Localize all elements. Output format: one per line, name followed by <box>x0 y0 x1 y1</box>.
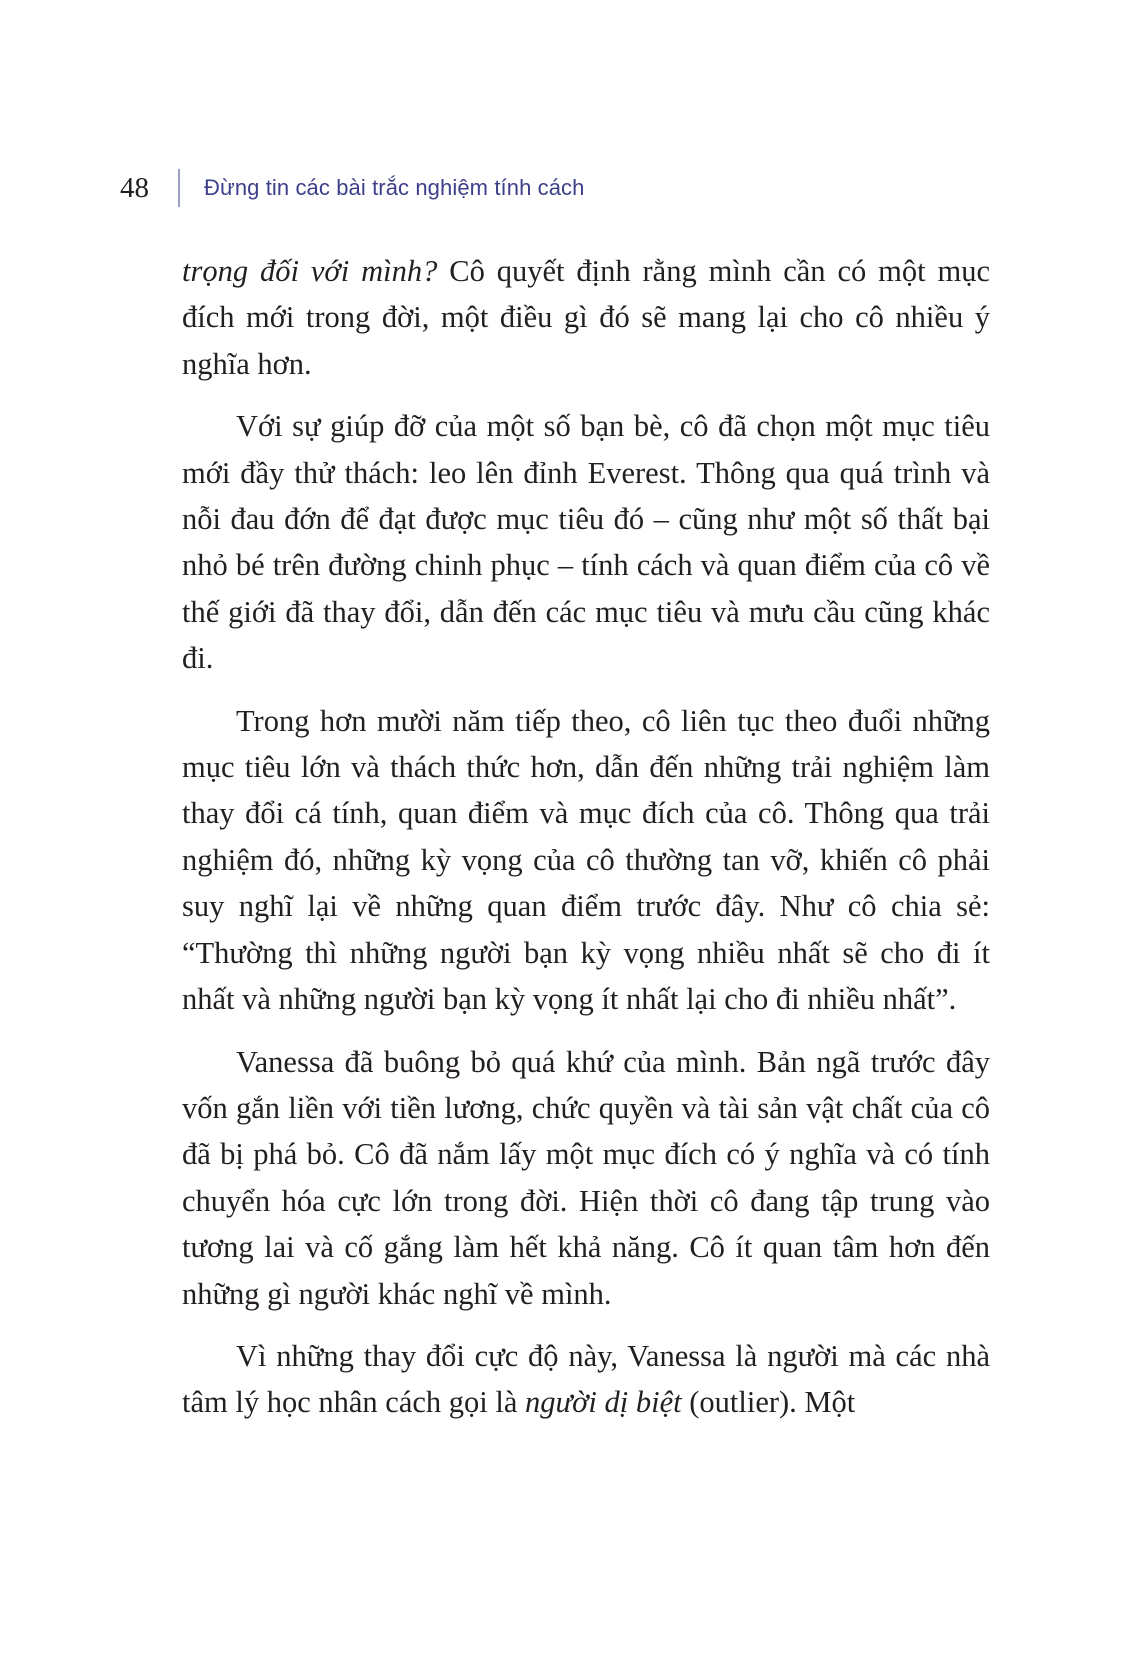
paragraph-4: Vanessa đã buông bỏ quá khứ của mình. Bản ngã trước đây vốn gắn liền với tiền lương, chức quyền và tài sản vật chất của cô đã bị phá bỏ. Cô đã nắm lấy một mục đích có ý nghĩa và có tính chuyển hóa cực lớn trong đời. Hiện thời cô đang tập trung vào tương lai và cố gắng làm hết khả năng. Cô ít quan tâm hơn đến những gì người khác nghĩ về mình. <box>182 1044 990 1311</box>
paragraph-1-italic: trọng đối với mình? <box>182 254 438 288</box>
paragraph-5 <box>182 1333 990 1426</box>
paragraph-5-text-before: Vì những thay đổi cực độ này, Vanessa là người mà các nhà tâm lý học nhân cách gọi là <box>182 1338 990 1420</box>
page-header <box>120 170 585 206</box>
paragraph-1 <box>182 248 990 387</box>
paragraph-2: Với sự giúp đỡ của một số bạn bè, cô đã chọn một mục tiêu mới đầy thử thách: leo lên đỉnh Everest. Thông qua quá trình và nỗi đau đớn để đạt được mục tiêu đó – cũng như một số thất bại nhỏ bé trên đường chinh phục – tính cách và quan điểm của cô về thế giới đã thay đổi, dẫn đến các mục tiêu và mưu cầu cũng khác đi. <box>182 409 990 676</box>
paragraph-1-text: Cô quyết định rằng mình cần có một mục đích mới trong đời, một điều gì đó sẽ mang lại cho cô nhiều ý nghĩa hơn. <box>182 254 991 381</box>
paragraph-5-italic: người dị biệt <box>525 1385 682 1420</box>
paragraph-3: Trong hơn mười năm tiếp theo, cô liên tục theo đuổi những mục tiêu lớn và thách thức hơn, dẫn đến những trải nghiệm làm thay đổi cá tính, quan điểm và mục đích của cô. Thông qua trải nghiệm đó, những kỳ vọng của cô thường tan vỡ, khiến cô phải suy nghĩ lại về những quan điểm trước đây. Như cô chia sẻ: “Thường thì những người bạn kỳ vọng nhiều nhất sẽ cho đi ít nhất và những người bạn kỳ vọng ít nhất lại cho đi nhiều nhất”. <box>182 703 990 1017</box>
header-divider <box>178 169 180 207</box>
paragraph-5-text-after: (outlier). Một <box>681 1385 856 1420</box>
page-number: 48 <box>120 171 149 204</box>
body-text <box>182 248 990 1442</box>
running-title: Đừng tin các bài trắc nghiệm tính cách <box>204 175 585 200</box>
